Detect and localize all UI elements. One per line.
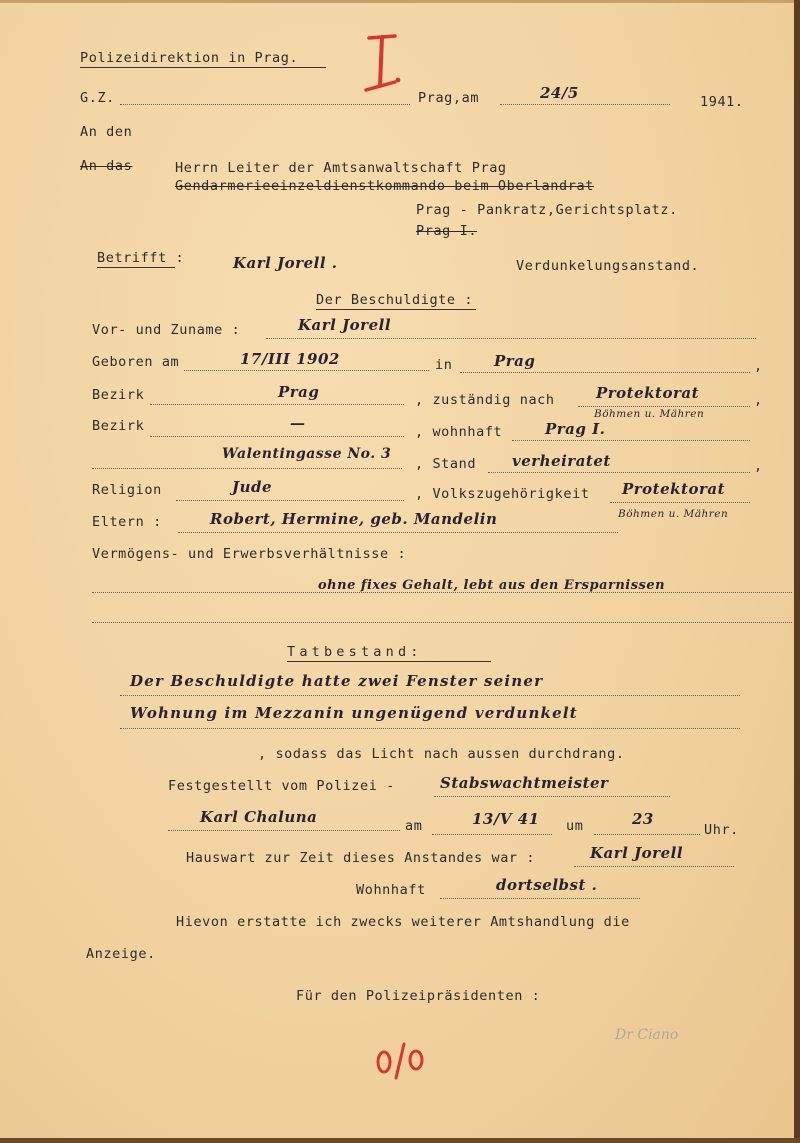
- accused-underline: [316, 309, 476, 310]
- caretaker-line: [574, 866, 734, 867]
- residence-line: [512, 440, 750, 441]
- district-line: [150, 404, 404, 405]
- name-line: [266, 338, 756, 339]
- address-line: [92, 468, 402, 469]
- facts-underline: [287, 661, 491, 662]
- file-number-line: [120, 104, 410, 105]
- facts-handwritten-2: Wohnung im Mezzanin ungenügend verdunkelt: [130, 704, 578, 722]
- caretaker-label: Hauswart zur Zeit dieses Anstandes war :: [186, 850, 536, 866]
- handwritten-date: 24/5: [540, 84, 579, 102]
- property-handwritten: ohne fixes Gehalt, lebt aus den Ersparnissen: [318, 578, 666, 593]
- nationality-handwritten: Protektorat: [622, 480, 726, 498]
- nationality-line: [610, 502, 750, 503]
- authority-underline: [80, 67, 326, 68]
- caretaker-residence-line: [440, 898, 640, 899]
- born-label: Geboren am: [92, 354, 180, 370]
- jurisdiction-handwritten: Protektorat: [596, 384, 700, 402]
- status-label: , Stand: [415, 456, 477, 472]
- place-date-label: Prag,am: [418, 90, 480, 106]
- paper-top-edge: [0, 0, 800, 3]
- comma-jurisdiction: ,: [754, 392, 763, 408]
- religion-line: [176, 500, 404, 501]
- birthplace-line: [460, 372, 750, 373]
- facts-line-2: [120, 728, 740, 729]
- uhr-label: Uhr.: [704, 822, 739, 838]
- in-label: in: [435, 357, 453, 373]
- subject-underline: [97, 267, 175, 268]
- property-label: Vermögens- und Erwerbsverhältnisse :: [92, 546, 407, 562]
- found-rank-handwritten: Stabswachtmeister: [440, 774, 609, 792]
- jurisdiction-extra-handwritten: Böhmen u. Mähren: [594, 408, 705, 420]
- found-label: Festgestellt vom Polizei -: [168, 778, 395, 794]
- paper-bottom-edge: [0, 1138, 800, 1143]
- district-value-handwritten: Prag: [278, 383, 320, 401]
- property-line-2: [92, 622, 792, 623]
- nationality-label: , Volkszugehörigkeit: [415, 486, 590, 502]
- residence-handwritten: Prag I.: [545, 420, 606, 438]
- found-time-handwritten: 23: [632, 810, 654, 828]
- caretaker-handwritten: Karl Jorell: [590, 844, 684, 862]
- facts-line-1: [120, 695, 740, 696]
- religion-label: Religion: [92, 482, 162, 498]
- facts-handwritten-1: Der Beschuldigte hatte zwei Fenster seiner: [130, 672, 544, 690]
- recipient-line-2-struck: Gendarmerieeinzeldienstkommando beim Oberlandrat: [175, 178, 594, 194]
- found-rank-line: [434, 796, 670, 797]
- subject-name-handwritten: Karl Jorell .: [233, 254, 338, 272]
- comma-birthplace: ,: [754, 358, 763, 374]
- district2-label: Bezirk: [92, 418, 145, 434]
- name-label: Vor- und Zuname :: [92, 322, 241, 338]
- file-number-label: G.Z.: [80, 90, 115, 106]
- facts-typed-continuation: , sodass das Licht nach aussen durchdrang.: [258, 746, 625, 762]
- accused-heading: Der Beschuldigte :: [316, 292, 474, 308]
- recipient-line-1: Herrn Leiter der Amtsanwaltschaft Prag: [175, 160, 507, 176]
- red-roman-numeral: [361, 30, 401, 100]
- status-handwritten: verheiratet: [512, 452, 611, 470]
- closing-line-2: Anzeige.: [86, 946, 156, 962]
- date-line: [500, 104, 670, 105]
- comma-status: ,: [754, 458, 763, 474]
- an-das-struck: An das: [80, 158, 133, 174]
- recipient-line-3: Prag - Pankratz,Gerichtsplatz.: [416, 202, 678, 218]
- parents-label: Eltern :: [92, 514, 162, 530]
- parents-line: [178, 532, 618, 533]
- address-handwritten: Walentingasse No. 3: [222, 446, 392, 462]
- residence-label: , wohnhaft: [415, 424, 503, 440]
- caretaker-residence-label: Wohnhaft: [356, 882, 426, 898]
- born-value-handwritten: 17/III 1902: [240, 350, 340, 368]
- signoff-text: Für den Polizeipräsidenten :: [296, 988, 541, 1004]
- born-line: [184, 370, 429, 371]
- officer-handwritten: Karl Chaluna: [200, 808, 318, 826]
- district2-line: [150, 436, 404, 437]
- recipient-line-4-struck: Prag I.: [416, 223, 478, 239]
- um-label: um: [566, 818, 584, 834]
- birthplace-handwritten: Prag: [494, 352, 536, 370]
- found-time-line: [594, 834, 700, 835]
- nationality-extra-handwritten: Böhmen u. Mähren: [618, 508, 729, 520]
- parents-handwritten: Robert, Hermine, geb. Mandelin: [210, 510, 498, 528]
- facts-heading: Tatbestand:: [287, 644, 423, 660]
- status-line: [488, 472, 750, 473]
- jurisdiction-line: [578, 406, 750, 407]
- subject-matter: Verdunkelungsanstand.: [516, 258, 700, 274]
- closing-line-1: Hievon erstatte ich zwecks weiterer Amtshandlung die: [176, 914, 630, 930]
- authority-heading: Polizeidirektion in Prag.: [80, 50, 299, 66]
- an-den-label: An den: [80, 124, 133, 140]
- red-pencil-signature: [372, 1040, 432, 1080]
- officer-line: [168, 830, 400, 831]
- name-value-handwritten: Karl Jorell: [298, 316, 392, 334]
- found-date-line: [432, 834, 552, 835]
- subject-label: Betrifft :: [97, 250, 185, 266]
- found-date-handwritten: 13/V 41: [472, 810, 540, 828]
- district2-value-handwritten: —: [290, 414, 306, 432]
- caretaker-residence-handwritten: dortselbst .: [496, 876, 598, 894]
- jurisdiction-label: , zuständig nach: [415, 392, 555, 408]
- religion-handwritten: Jude: [232, 478, 273, 496]
- year-text: 1941.: [700, 94, 744, 110]
- faint-pencil-signature: Dr Ciano: [615, 1027, 679, 1043]
- paper-right-edge: [794, 0, 800, 1143]
- am-label: am: [405, 818, 423, 834]
- district-label: Bezirk: [92, 387, 145, 403]
